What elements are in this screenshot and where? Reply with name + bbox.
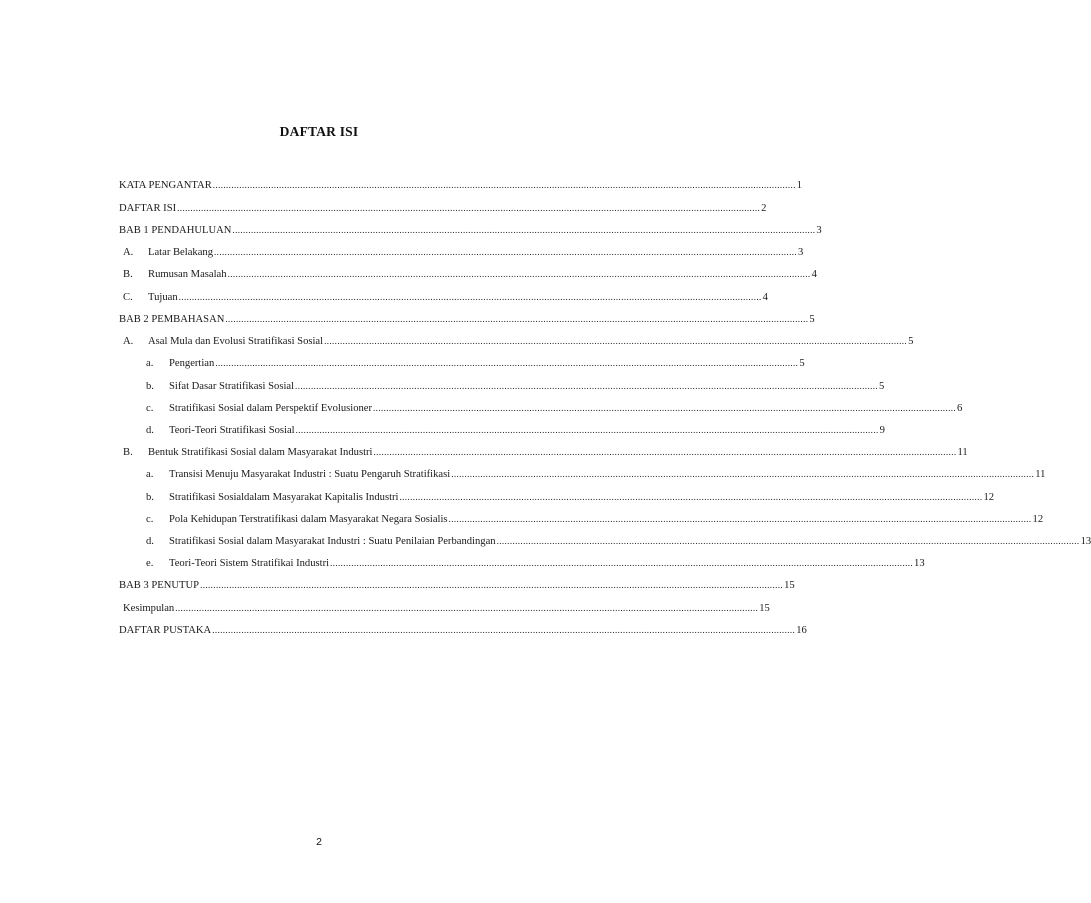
toc-entry-label: A.: [123, 336, 134, 347]
toc-entry-text: Transisi Menuju Masyarakat Industri : Suatu Pengaruh Stratifikasi: [169, 469, 451, 480]
toc-entry-text: Pengertian: [169, 358, 215, 369]
toc-entry-label: e.: [146, 558, 154, 569]
toc-leader-dots: ............................................................................................................................................................................................................................: [324, 336, 908, 346]
toc-entry-tujuan: [123, 292, 768, 308]
toc-entry-text: BAB 1 PENDAHULUAN: [119, 225, 232, 236]
toc-leader-dots: ............................................................................................................................................................................................................................: [200, 580, 784, 590]
toc-leader-dots: ............................................................................................................................................................................................................................: [212, 180, 796, 190]
toc-entry-page: 4: [762, 292, 768, 303]
toc-entry-text: Teori-Teori Stratifikasi Sosial: [169, 425, 295, 436]
toc-entry-kesimpulan: [123, 603, 770, 619]
toc-entry-text: Rumusan Masalah: [148, 269, 227, 280]
toc-entry-perspektif-evolusioner: [146, 403, 963, 419]
toc-entry-label: c.: [146, 514, 154, 525]
toc-entry-text: KATA PENGANTAR: [119, 180, 212, 191]
toc-entry-page: 16: [796, 625, 807, 636]
toc-entry-kapitalis: [146, 492, 995, 508]
toc-entry-label: b.: [146, 492, 154, 503]
toc-entry-teori-sistem: [146, 558, 925, 574]
toc-entry-penilaian-perbandingan: [146, 536, 1091, 552]
toc-entry-page: 6: [957, 403, 963, 414]
toc-entry-text: Asal Mula dan Evolusi Stratifikasi Sosial: [148, 336, 324, 347]
toc-entry-pola-kehidupan: [146, 514, 1044, 530]
toc-leader-dots: ............................................................................................................................................................................................................................: [175, 603, 759, 613]
toc-entry-label: d.: [146, 425, 154, 436]
toc-entry-text: BAB 2 PEMBAHASAN: [119, 314, 225, 325]
toc-leader-dots: ............................................................................................................................................................................................................................: [225, 314, 809, 324]
toc-entry-page: 5: [799, 358, 805, 369]
toc-leader-dots: ............................................................................................................................................................................................................................: [295, 381, 879, 391]
toc-entry-transisi: [146, 469, 1046, 485]
toc-entry-pengertian: [146, 358, 805, 374]
toc-leader-dots: ............................................................................................................................................................................................................................: [227, 269, 811, 279]
toc-entry-label: d.: [146, 536, 154, 547]
toc-entry-page: 5: [879, 381, 885, 392]
toc-leader-dots: ............................................................................................................................................................................................................................: [373, 447, 957, 457]
toc-entry-page: 5: [908, 336, 914, 347]
toc-entry-page: 13: [914, 558, 925, 569]
toc-entry-teori-stratifikasi: [146, 425, 885, 441]
toc-entry-text: Stratifikasi Sosial dalam Perspektif Evolusioner: [169, 403, 373, 414]
toc-leader-dots: ............................................................................................................................................................................................................................: [448, 514, 1032, 524]
toc-entry-page: 5: [809, 314, 815, 325]
toc-entry-page: 2: [761, 203, 767, 214]
toc-entry-text: DAFTAR PUSTAKA: [119, 625, 212, 636]
toc-entry-page: 12: [1032, 514, 1044, 525]
toc-entry-text: Stratifikasi Sosial dalam Masyarakat Industri : Suatu Penilaian Perbandingan: [169, 536, 496, 547]
toc-entry-bab-2: [119, 314, 815, 330]
toc-entry-page: 11: [1035, 469, 1046, 480]
toc-entry-label: a.: [146, 469, 154, 480]
toc-leader-dots: ............................................................................................................................................................................................................................: [451, 469, 1035, 479]
toc-entry-page: 15: [759, 603, 770, 614]
toc-leader-dots: ............................................................................................................................................................................................................................: [295, 425, 879, 435]
toc-entry-label: B.: [123, 447, 133, 458]
toc-leader-dots: ............................................................................................................................................................................................................................: [214, 247, 798, 257]
toc-entry-bab-3: [119, 580, 795, 596]
toc-leader-dots: ............................................................................................................................................................................................................................: [373, 403, 957, 413]
toc-entry-asal-mula: [123, 336, 914, 352]
toc-entry-page: 1: [796, 180, 803, 191]
toc-leader-dots: ............................................................................................................................................................................................................................: [330, 558, 914, 568]
toc-entry-page: 12: [983, 492, 995, 503]
toc-entry-daftar-pustaka: [119, 625, 807, 641]
toc-entry-text: Bentuk Stratifikasi Sosial dalam Masyarakat Industri: [148, 447, 373, 458]
toc-entry-bentuk-stratifikasi: [123, 447, 968, 463]
toc-entry-text: Teori-Teori Sistem Stratifikai Industri: [169, 558, 330, 569]
toc-entry-label: A.: [123, 247, 134, 258]
toc-entry-sifat-dasar: [146, 381, 885, 397]
toc-entry-label: C.: [123, 292, 133, 303]
toc-leader-dots: ............................................................................................................................................................................................................................: [496, 536, 1080, 546]
toc-entry-page: 13: [1080, 536, 1091, 547]
toc-entry-page: 11: [957, 447, 968, 458]
toc-entry-page: 3: [798, 247, 804, 258]
toc-leader-dots: ............................................................................................................................................................................................................................: [215, 358, 799, 368]
toc-title: DAFTAR ISI: [279, 124, 359, 139]
toc-entry-rumusan-masalah: [123, 269, 817, 285]
toc-entry-text: Latar Belakang: [148, 247, 214, 258]
toc-leader-dots: ............................................................................................................................................................................................................................: [212, 625, 796, 635]
toc-entry-text: Kesimpulan: [123, 603, 175, 614]
toc-entry-text: Sifat Dasar Stratifikasi Sosial: [169, 381, 295, 392]
toc-leader-dots: ............................................................................................................................................................................................................................: [177, 203, 761, 213]
page-number: 2: [316, 836, 322, 848]
toc-entry-label: a.: [146, 358, 154, 369]
toc-entry-daftar-isi: [119, 203, 767, 219]
toc-leader-dots: ............................................................................................................................................................................................................................: [399, 492, 983, 502]
toc-entry-page: 4: [811, 269, 817, 280]
toc-entry-page: 3: [816, 225, 822, 236]
toc-entry-label: B.: [123, 269, 133, 280]
toc-entry-text: Pola Kehidupan Terstratifikasi dalam Masyarakat Negara Sosialis: [169, 514, 448, 525]
toc-entry-text: Stratifikasi Sosialdalam Masyarakat Kapitalis Industri: [169, 492, 399, 503]
toc-entry-kata-pengantar: [119, 180, 803, 196]
toc-leader-dots: ............................................................................................................................................................................................................................: [178, 292, 762, 302]
toc-entry-latar-belakang: [123, 247, 804, 263]
toc-entry-page: 15: [784, 580, 795, 591]
toc-entry-text: Tujuan: [148, 292, 178, 303]
toc-entry-bab-1: [119, 225, 822, 241]
toc-entry-text: DAFTAR ISI: [119, 203, 177, 214]
toc-entry-page: 9: [879, 425, 885, 436]
toc-leader-dots: ............................................................................................................................................................................................................................: [232, 225, 816, 235]
toc-entry-label: b.: [146, 381, 154, 392]
toc-entry-label: c.: [146, 403, 154, 414]
toc-entry-text: BAB 3 PENUTUP: [119, 580, 200, 591]
